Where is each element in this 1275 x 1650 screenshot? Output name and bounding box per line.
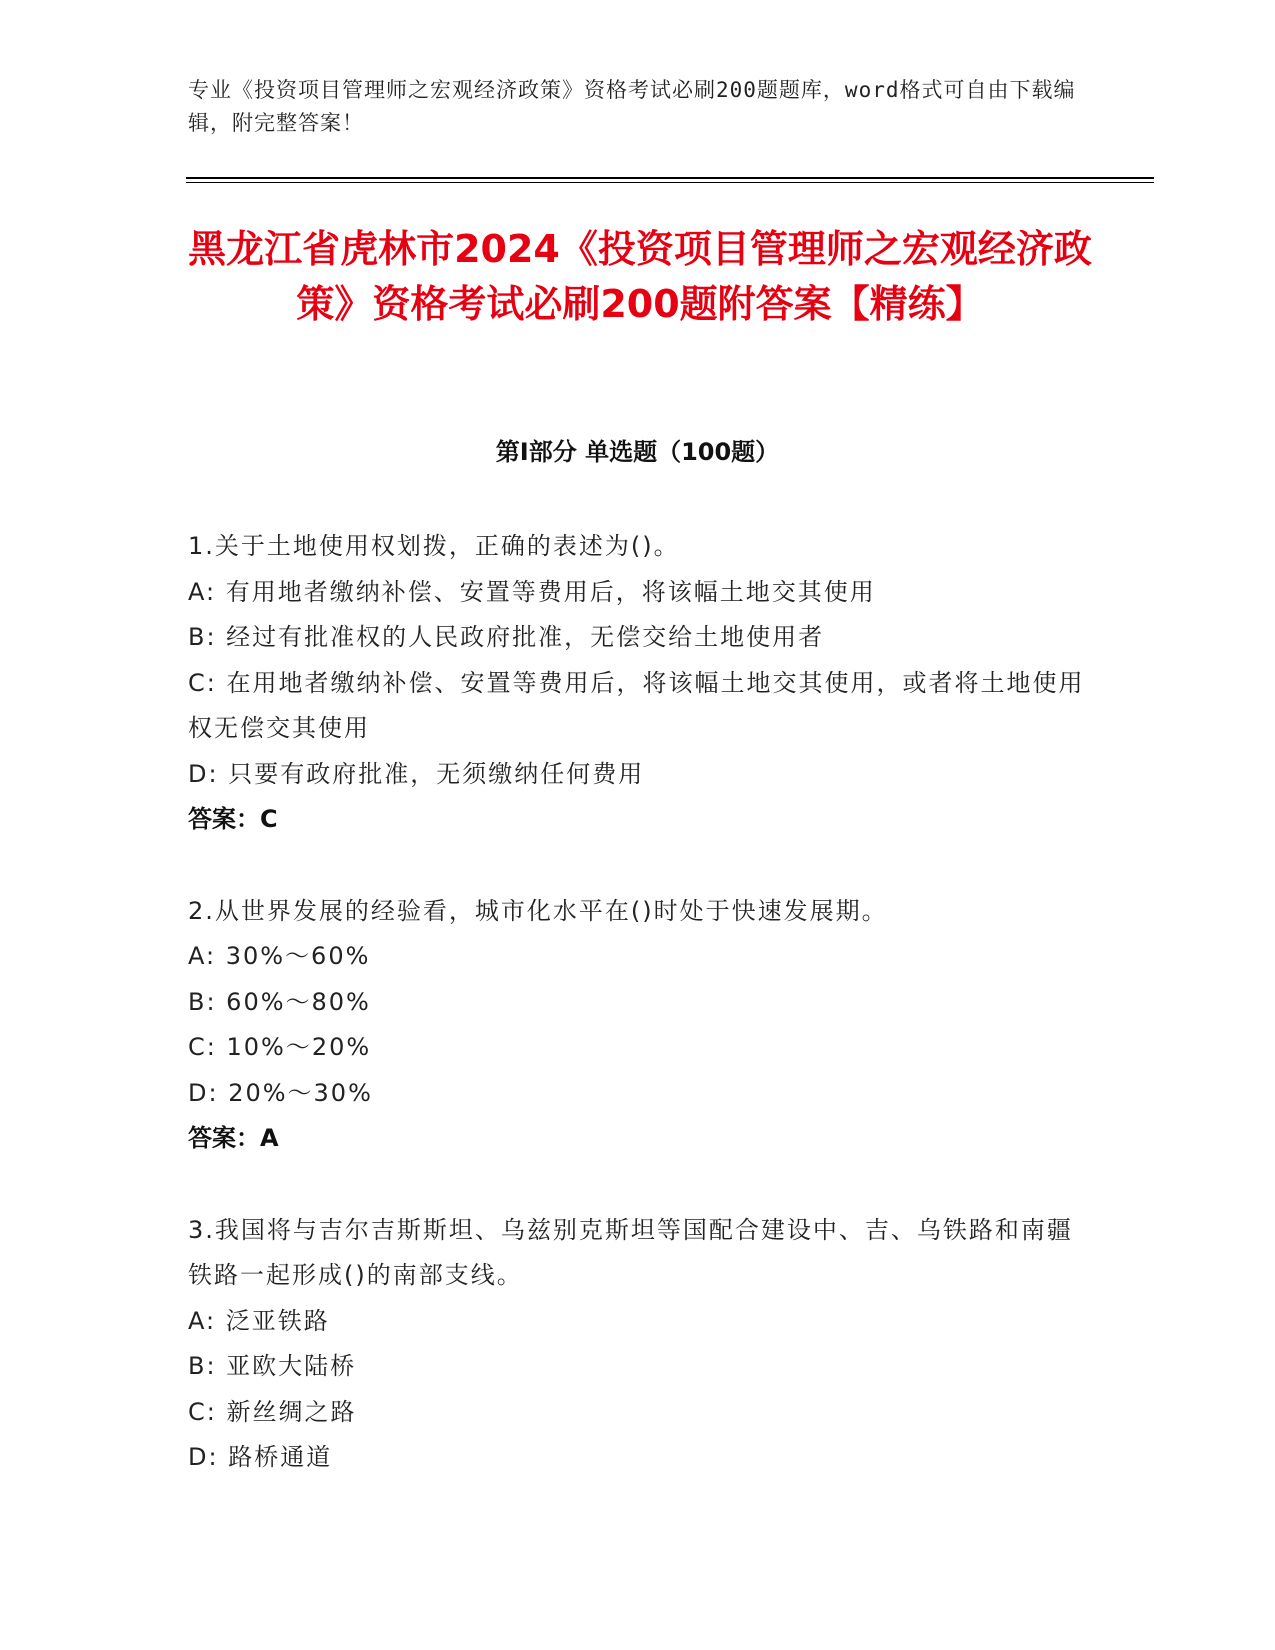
question-stem: 1.关于土地使用权划拨，正确的表述为()。 [188,532,680,560]
header-divider-thick [186,177,1154,179]
option-b: B: 60%～80% [188,987,371,1016]
option-a: A: 有用地者缴纳补偿、安置等费用后，将该幅土地交其使用 [188,577,876,606]
option-c: C: 10%～20% [188,1033,372,1061]
option-a: A: 30%～60% [188,942,371,970]
question-1 [188,524,1088,843]
question-stem: 2.从世界发展的经验看，城市化水平在()时处于快速发展期。 [188,896,888,925]
question-stem: 3.我国将与吉尔吉斯斯坦、乌兹别克斯坦等国配合建设中、吉、乌铁路和南疆铁路一起形成()的南部支线。 [188,1215,1073,1289]
option-d: D: 20%～30% [188,1078,373,1107]
answer: 答案：A [188,1124,279,1152]
question-list [188,524,1088,1527]
answer: 答案：C [188,805,278,833]
question-2 [188,889,1088,1162]
option-d: D: 路桥通道 [188,1443,333,1471]
option-c: C: 新丝绸之路 [188,1397,357,1426]
option-c: C: 在用地者缴纳补偿、安置等费用后，将该幅土地交其使用，或者将土地使用权无偿交其使用 [188,668,1085,742]
header-divider-thin [186,182,1154,183]
option-b: B: 亚欧大陆桥 [188,1352,357,1380]
question-3 [188,1208,1088,1481]
option-a: A: 泛亚铁路 [188,1306,330,1335]
document-title: 黑龙江省虎林市2024《投资项目管理师之宏观经济政策》资格考试必刷200题附答案【精练】 [188,227,1092,326]
header-note: 专业《投资项目管理师之宏观经济政策》资格考试必刷200题题库，word格式可自由下载编辑，附完整答案！ [188,78,1076,135]
section-heading: 第I部分 单选题（100题） [495,438,780,466]
option-b: B: 经过有批准权的人民政府批准，无偿交给土地使用者 [188,623,825,651]
option-d: D: 只要有政府批准，无须缴纳任何费用 [188,759,645,788]
